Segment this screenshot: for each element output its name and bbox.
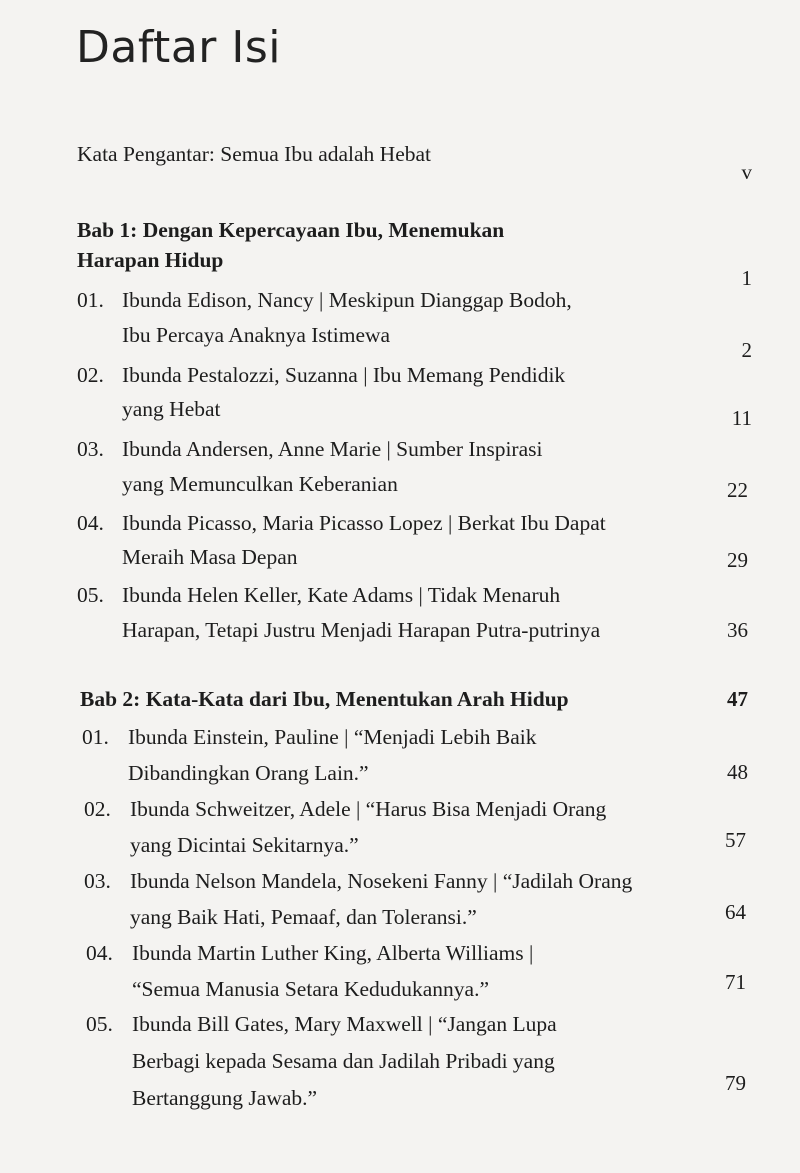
entry-line: Ibunda Edison, Nancy | Meskipun Dianggap Bodoh, [122,288,572,312]
preface-page: v [741,160,752,184]
preface-title: Kata Pengantar: Semua Ibu adalah Hebat [77,142,432,166]
entry-line: Ibunda Nelson Mandela, Nosekeni Fanny | “Jadilah Orang [130,869,633,893]
chapter-2-page: 47 [727,687,748,711]
entry-line: Ibunda Andersen, Anne Marie | Sumber Inspirasi [122,437,543,461]
entry-line: Dibandingkan Orang Lain.” [128,761,369,785]
entry-number: 01. [77,288,104,312]
entry-line: Ibunda Schweitzer, Adele | “Harus Bisa Menjadi Orang [130,797,607,821]
entry-line: Ibunda Einstein, Pauline | “Menjadi Lebih Baik [128,725,537,749]
entry-page: 64 [725,900,746,924]
entry-line: Bertanggung Jawab.” [132,1086,318,1110]
page-title: Daftar Isi [76,22,281,73]
entry-number: 03. [77,437,104,461]
entry-line: Berbagi kepada Sesama dan Jadilah Pribadi yang [132,1049,555,1073]
entry-page: 11 [731,406,752,430]
entry-page: 22 [727,478,748,502]
entry-line: Ibunda Picasso, Maria Picasso Lopez | Berkat Ibu Dapat [122,511,606,535]
entry-number: 01. [82,725,109,749]
entry-page: 48 [727,760,748,784]
entry-line: yang Memunculkan Keberanian [122,472,398,496]
chapter-1-page: 1 [741,266,752,290]
entry-line: yang Baik Hati, Pemaaf, dan Toleransi.” [130,905,477,929]
entry-number: 05. [86,1012,113,1036]
entry-page: 2 [741,338,752,362]
entry-page: 79 [725,1071,746,1095]
entry-line: Ibu Percaya Anaknya Istimewa [122,323,391,347]
entry-number: 02. [84,797,111,821]
entry-page: 57 [725,828,746,852]
entry-page: 36 [727,618,748,642]
entry-line: yang Dicintai Sekitarnya.” [130,833,359,857]
entry-number: 04. [77,511,104,535]
chapter-2-title: Bab 2: Kata-Kata dari Ibu, Menentukan Arah Hidup [80,687,569,711]
entry-line: yang Hebat [122,397,221,421]
entry-number: 03. [84,869,111,893]
entry-line: Ibunda Helen Keller, Kate Adams | Tidak Menaruh [122,583,561,607]
entry-line: Ibunda Bill Gates, Mary Maxwell | “Jangan Lupa [132,1012,557,1036]
chapter-1-title-cont: Harapan Hidup [77,248,224,272]
entry-number: 05. [77,583,104,607]
entry-line: “Semua Manusia Setara Kedudukannya.” [132,977,490,1001]
entry-page: 71 [725,970,746,994]
entry-line: Ibunda Pestalozzi, Suzanna | Ibu Memang Pendidik [122,363,566,387]
entry-number: 02. [77,363,104,387]
entry-line: Meraih Masa Depan [122,545,298,569]
entry-page: 29 [727,548,748,572]
chapter-1-title: Bab 1: Dengan Kepercayaan Ibu, Menemukan [77,218,505,242]
entry-line: Harapan, Tetapi Justru Menjadi Harapan Putra-putrinya [122,618,601,642]
entry-line: Ibunda Martin Luther King, Alberta Williams | [132,941,534,965]
entry-number: 04. [86,941,113,965]
